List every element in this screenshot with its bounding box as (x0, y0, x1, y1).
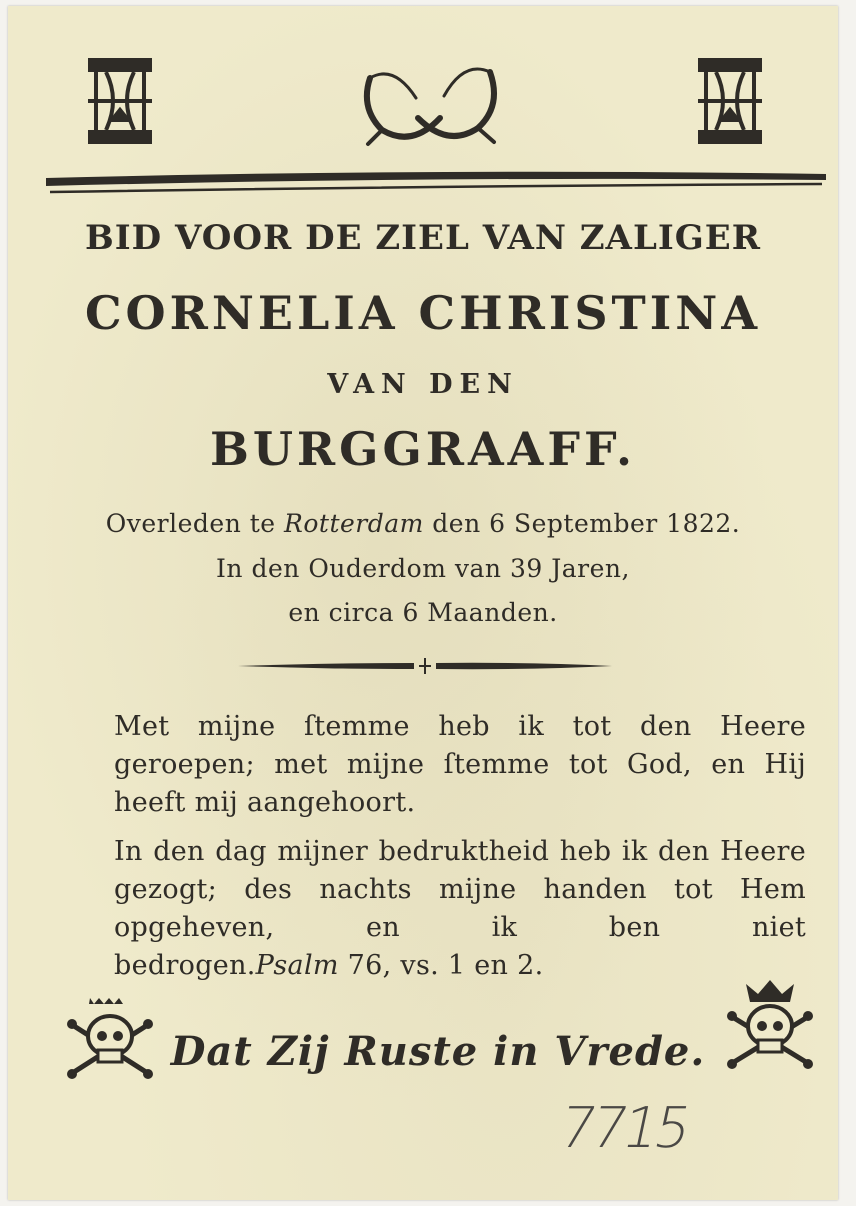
deceased-given-names: CORNELIA CHRISTINA (84, 286, 762, 340)
circa-line: en circa 6 Maanden. (288, 598, 558, 627)
verse-2-text: In den dag mijner bedruktheid heb ik den Heere gezogt; des nachts mijne handen tot Hem opgeheven, en ik ben niet bedrogen. (114, 836, 806, 981)
ornamental-divider (238, 656, 612, 676)
scripture-reference (256, 950, 544, 981)
inventory-number: 7715 (553, 1096, 694, 1161)
closing-blessing: Dat Zij Ruste in Vrede. (170, 1028, 706, 1075)
death-pre: Overleden te (105, 509, 285, 538)
surname-prefix: VAN DEN (327, 369, 519, 400)
age-line: In den Ouderdom van 39 Jaren, (216, 554, 630, 583)
verse-2-block (76, 833, 806, 985)
hourglass-icon (88, 60, 152, 142)
mourning-card (8, 6, 838, 1200)
double-rule (46, 166, 826, 196)
prayer-heading: BID VOOR DE ZIEL VAN ZALIGER (85, 218, 761, 258)
verse-paragraph-1 (76, 708, 806, 822)
crowned-skull-crossbones-icon (724, 978, 816, 1070)
verse-paragraph-2 (76, 833, 806, 985)
reference-book: Psalm (255, 950, 339, 981)
hourglass-icon (698, 60, 762, 142)
deceased-surname: BURGGRAAFF. (209, 422, 637, 476)
verse-1-text: Met mijne ſtemme heb ik tot den Heere geroepen; met mijne ſtemme tot God, en Hij heeft mij aangehoort. (114, 711, 806, 818)
reference-verse: 76, vs. 1 en 2. (338, 950, 544, 981)
death-date: den 6 September 1822. (423, 509, 741, 538)
skull-crossbones-icon (64, 992, 156, 1084)
death-line (28, 509, 818, 538)
header-ornaments (8, 56, 838, 166)
death-place: Rotterdam (284, 509, 424, 538)
crossed-scythes-icon (367, 69, 494, 144)
